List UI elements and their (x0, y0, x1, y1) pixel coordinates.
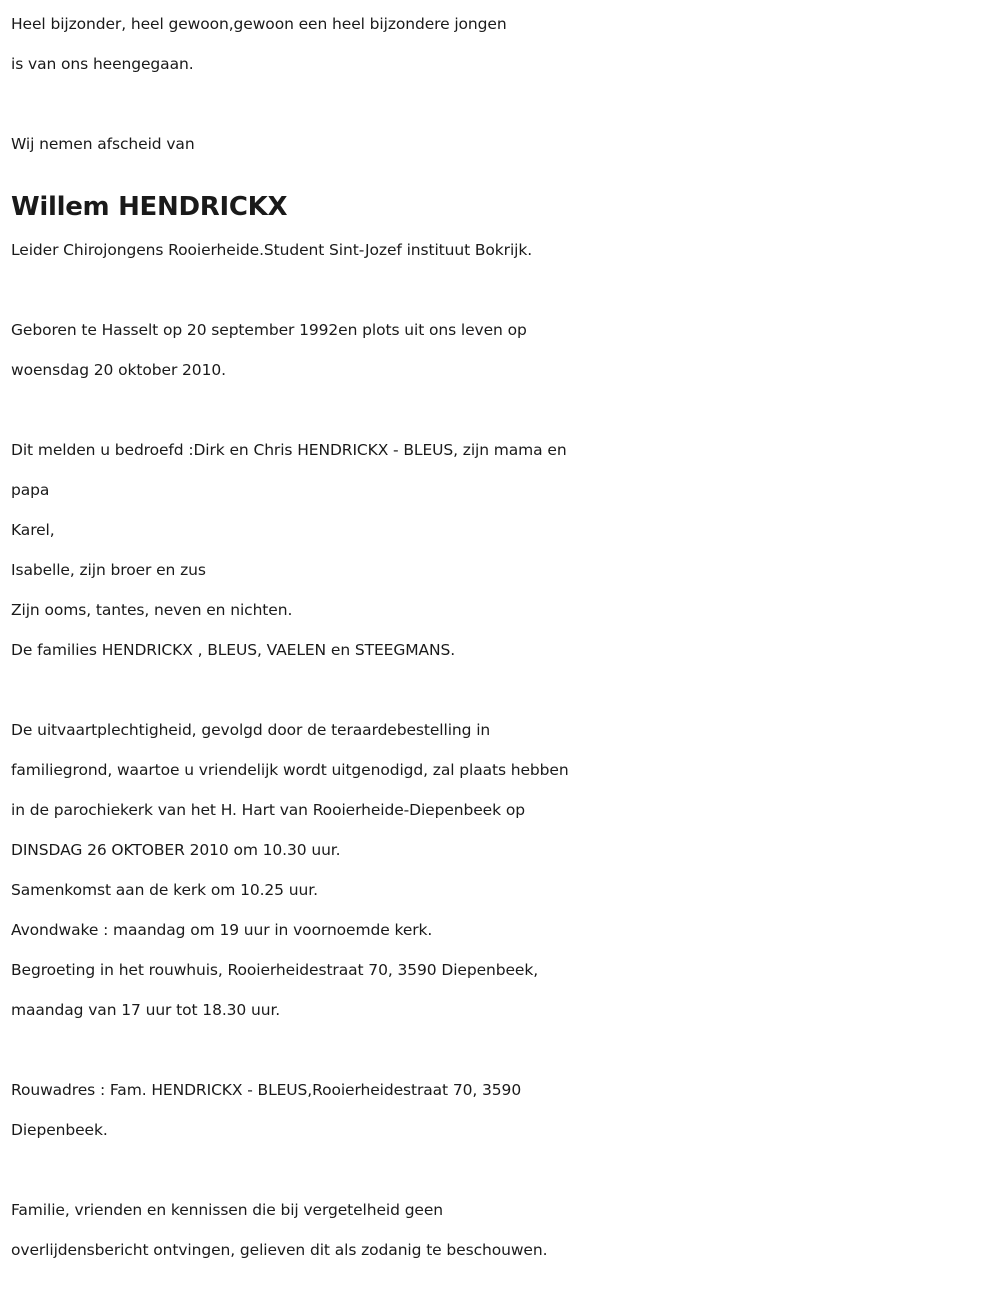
family-line-5: Zijn ooms, tantes, neven en nichten. (11, 601, 293, 619)
spacer (11, 390, 991, 430)
intro-section (11, 4, 991, 164)
birth-death-section (11, 310, 991, 390)
spacer (11, 270, 991, 310)
deceased-description: Leider Chirojongens Rooierheide.Student Sint-Jozef instituut Bokrijk. (11, 241, 533, 259)
spacer (11, 84, 991, 124)
funeral-line-2: familiegrond, waartoe u vriendelijk wordt uitgenodigd, zal plaats hebben (11, 761, 569, 779)
funeral-line-1: De uitvaartplechtigheid, gevolgd door de teraardebestelling in (11, 721, 491, 739)
deceased-name: Willem HENDRICKX (11, 192, 288, 222)
intro-line-2: is van ons heengegaan. (11, 55, 194, 73)
funeral-section (11, 710, 991, 1030)
family-line-2: papa (11, 481, 50, 499)
birth-death-line-2: woensdag 20 oktober 2010. (11, 361, 226, 379)
intro-line-1: Heel bijzonder, heel gewoon,gewoon een heel bijzondere jongen (11, 15, 507, 33)
closing-line-2: overlijdensbericht ontvingen, gelieven dit als zodanig te beschouwen. (11, 1241, 548, 1259)
family-line-4: Isabelle, zijn broer en zus (11, 561, 206, 579)
closing-line-1: Familie, vrienden en kennissen die bij vergetelheid geen (11, 1201, 444, 1219)
address-section (11, 1070, 991, 1150)
family-line-3: Karel, (11, 521, 55, 539)
birth-death-line-1: Geboren te Hasselt op 20 september 1992en plots uit ons leven op (11, 321, 527, 339)
spacer (11, 1150, 991, 1190)
spacer (11, 1030, 991, 1070)
funeral-line-5: Samenkomst aan de kerk om 10.25 uur. (11, 881, 318, 899)
funeral-line-6: Avondwake : maandag om 19 uur in voornoemde kerk. (11, 921, 433, 939)
funeral-line-7: Begroeting in het rouwhuis, Rooierheidestraat 70, 3590 Diepenbeek, (11, 961, 539, 979)
family-line-6: De families HENDRICKX , BLEUS, VAELEN en STEEGMANS. (11, 641, 456, 659)
funeral-line-8: maandag van 17 uur tot 18.30 uur. (11, 1001, 281, 1019)
address-line-2: Diepenbeek. (11, 1121, 108, 1139)
address-line-1: Rouwadres : Fam. HENDRICKX - BLEUS,Rooierheidestraat 70, 3590 (11, 1081, 522, 1099)
closing-section (11, 1190, 991, 1270)
spacer (11, 670, 991, 710)
funeral-line-3: in de parochiekerk van het H. Hart van Rooierheide-Diepenbeek op (11, 801, 525, 819)
family-section (11, 430, 991, 670)
family-line-1: Dit melden u bedroefd :Dirk en Chris HENDRICKX - BLEUS, zijn mama en (11, 441, 567, 459)
obituary-notice (11, 4, 991, 1270)
funeral-line-4: DINSDAG 26 OKTOBER 2010 om 10.30 uur. (11, 841, 341, 859)
intro-line-3: Wij nemen afscheid van (11, 135, 195, 153)
